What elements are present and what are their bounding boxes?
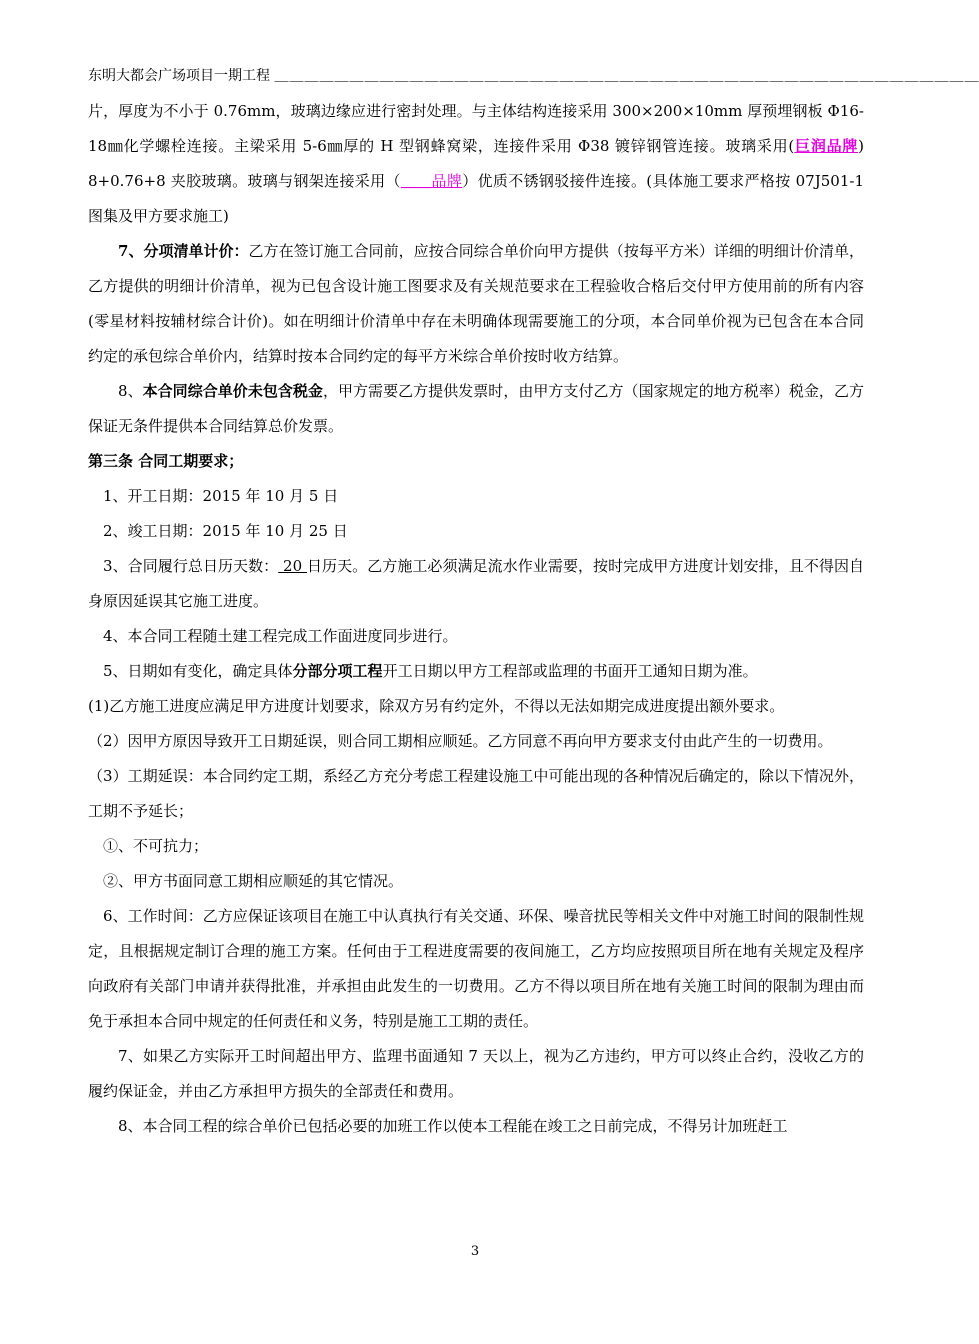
item-8-num: 8、 (118, 382, 143, 400)
item-7-delay: 7、如果乙方实际开工时间超出甲方、监理书面通知 7 天以上，视为乙方违约，甲方可以终止合约，没收乙方的履约保证金，并由乙方承担甲方损失的全部责任和费用。 (88, 1047, 864, 1100)
header-rule: ＿＿＿＿＿＿＿＿＿＿＿＿＿＿＿＿＿＿＿＿＿＿＿＿＿＿＿＿＿＿＿＿＿＿＿＿＿＿＿＿＿＿＿＿＿＿＿ (274, 68, 979, 84)
paragraph-glass-spec (88, 94, 864, 234)
item-5-bold: 分部分项工程 (292, 662, 383, 680)
total-days-text: 日历天。乙方施工必须满足流水作业需要，按时完成甲方进度计划安排，且不得因自身原因延误其它施工进度。 (88, 557, 865, 610)
glass-spec-text-c: ）优质不锈钢驳接件连接。(具体施工要求严格按 07J501-1 图集及甲方要求施工) (88, 172, 864, 225)
item-5 (88, 654, 864, 689)
glass-spec-text-a: 片，厚度为不小于 0.76mm，玻璃边缘应进行密封处理。与主体结构连接采用 300×200×10mm 厚预埋钢板 Φ16-18㎜化学螺栓连接。主梁采用 5-6㎜厚的 H 型钢蜂窝梁，连接件采用 Φ38 镀锌钢管连接。玻璃采用( (88, 102, 864, 155)
connector-brand-link[interactable]: ＿＿品牌 (400, 172, 463, 190)
item-8-text: ，甲方需要乙方提供发票时，由甲方支付乙方（国家规定的地方税率）税金，乙方保证无条件提供本合同结算总价发票。 (88, 382, 864, 435)
sub-item-1: (1)乙方施工进度应满足甲方进度计划要求，除双方另有约定外，不得以无法如期完成进度提出额外要求。 (88, 697, 785, 715)
item-6: 6、工作时间：乙方应保证该项目在施工中认真执行有关交通、环保、噪音扰民等相关文件中对施工时间的限制性规定，且根据规定制订合理的施工方案。任何由于工程进度需要的夜间施工，乙方均应按照项目所在地有关规定及程序向政府有关部门申请并获得批准，并承担由此发生的一切费用。乙方不得以项目所在地有关施工时间的限制为理由而免于承担本合同中规定的任何责任和义务，特别是施工工期的责任。 (88, 907, 864, 1030)
total-days-label: 3、合同履行总日历天数： (103, 557, 279, 575)
total-days-value: 20 (278, 557, 307, 575)
item-4: 4、本合同工程随土建工程完成工作面进度同步进行。 (103, 627, 458, 645)
end-date: 2、竣工日期：2015 年 10 月 25 日 (103, 522, 348, 540)
glass-brand-link[interactable]: 巨润品牌 (794, 137, 859, 155)
page-header (88, 64, 979, 88)
condition-1: ①、不可抗力； (103, 837, 209, 855)
header-title: 东明大都会广场项目一期工程 (88, 68, 270, 84)
item-7-title: 7、分项清单计价： (118, 242, 249, 260)
item-5-text-a: 5、日期如有变化，确定具体 (103, 662, 293, 680)
section-3-title: 第三条 合同工期要求； (88, 452, 244, 470)
paragraph-item-8 (88, 374, 864, 444)
item-7-text: 乙方在签订施工合同前，应按合同综合单价向甲方提供（按每平方米）详细的明细计价清单，乙方提供的明细计价清单，视为已包含设计施工图要求及有关规范要求在工程验收合格后交付甲方使用前的所有内容(零星材料按辅材综合计价)。如在明细计价清单中存在未明确体现需要施工的分项，本合同单价视为已包含在本合同约定的承包综合单价内，结算时按本合同约定的每平方米综合单价按时收方结算。 (88, 242, 864, 365)
glass-spec-text-b: ) 8+0.76+8 夹胶玻璃。玻璃与钢架连接采用（ (88, 137, 864, 190)
item-8-overtime: 8、本合同工程的综合单价已包括必要的加班工作以使本工程能在竣工之日前完成，不得另计加班赶工 (118, 1117, 788, 1135)
page-number: 3 (470, 1244, 480, 1259)
document-body (88, 94, 864, 1144)
sub-item-3: （3）工期延误：本合同约定工期，系经乙方充分考虑工程建设施工中可能出现的各种情况后确定的，除以下情况外，工期不予延长； (88, 767, 864, 820)
item-5-text-b: 开工日期以甲方工程部或监理的书面开工通知日期为准。 (382, 662, 758, 680)
paragraph-item-7 (88, 234, 864, 374)
total-days (88, 549, 864, 619)
item-8-title: 本合同综合单价未包含税金 (142, 382, 323, 400)
sub-item-2: （2）因甲方原因导致开工日期延误，则合同工期相应顺延。乙方同意不再向甲方要求支付由此产生的一切费用。 (88, 732, 833, 750)
start-date: 1、开工日期：2015 年 10 月 5 日 (103, 487, 339, 505)
condition-2: ②、甲方书面同意工期相应顺延的其它情况。 (103, 872, 404, 890)
